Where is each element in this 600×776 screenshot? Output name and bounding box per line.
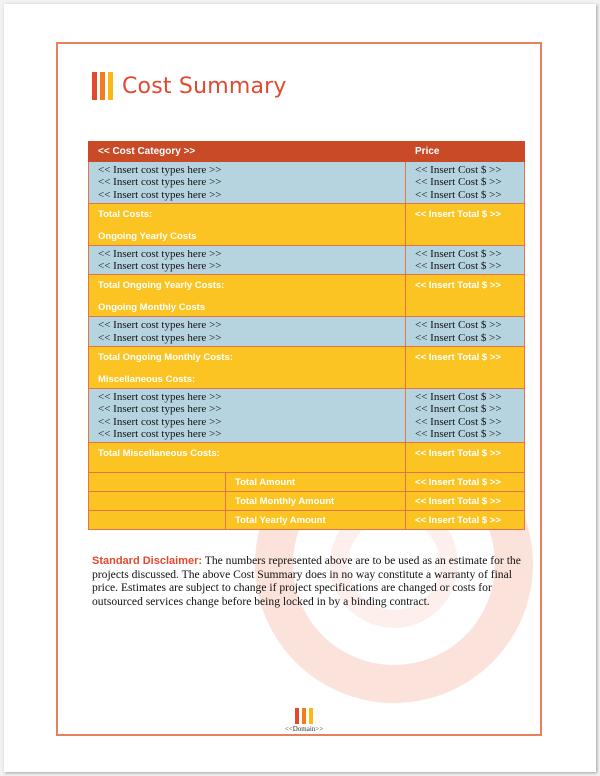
cost-prices: << Insert Cost $ >> << Insert Cost $ >> << Insert Cost $ >> << Insert Cost $ >> [406,389,525,443]
total-value: << Insert Total $ >> [406,511,525,530]
footer-logo-icon [274,708,334,724]
subtotal-value: << Insert Total $ >> [406,347,525,389]
total-value: << Insert Total $ >> [406,473,525,492]
total-row [89,492,525,511]
total-value: << Insert Total $ >> [406,492,525,511]
subtotal-value: << Insert Total $ >> [406,275,525,317]
section-heading: Ongoing Yearly Costs [98,230,197,242]
disclaimer-text: The numbers represented above are to be used as an estimate for the projects discussed. The above Cost Summary does in no way constitute a warranty of final price. Estimates are subject to change if project specifications are changed or costs for outsourced services change before being locked in by a binding contract. [92,554,521,608]
cost-items: << Insert cost types here >> << Insert cost types here >> [89,245,406,275]
subtotal-value: << Insert Total $ >> [406,203,525,245]
total-label: Total Amount [226,473,406,492]
section-heading: Miscellaneous Costs: [98,374,196,386]
footer [274,708,334,733]
disclaimer [92,554,524,608]
total-label: Total Yearly Amount [226,511,406,530]
total-label: Total Monthly Amount [226,492,406,511]
table-row [89,389,525,443]
cost-prices: << Insert Cost $ >> << Insert Cost $ >> [406,317,525,347]
total-row [89,473,525,492]
header-category: << Cost Category >> [89,142,406,162]
subtotal-label: Total Costs: [98,208,153,220]
subtotal-label: Total Ongoing Yearly Costs: [98,280,225,292]
table-header [89,142,525,162]
cost-items: << Insert cost types here >> << Insert cost types here >> << Insert cost types here >> << Insert cost types here >> [89,389,406,443]
footer-domain: <<Domain>> [284,725,324,733]
subtotal-row [89,275,525,317]
cost-items: << Insert cost types here >> << Insert cost types here >> << Insert cost types here >> [89,162,406,204]
section-heading: Ongoing Monthly Costs [98,302,206,314]
page-title: Cost Summary [122,73,287,99]
disclaimer-label: Standard Disclaimer: [92,555,203,567]
subtotal-label: Total Ongoing Monthly Costs: [98,352,233,364]
cost-prices: << Insert Cost $ >> << Insert Cost $ >> [406,245,525,275]
subtotal-row [89,203,525,245]
subtotal-row [89,347,525,389]
subtotal-value: << Insert Total $ >> [406,443,525,473]
cost-prices: << Insert Cost $ >> << Insert Cost $ >> << Insert Cost $ >> [406,162,525,204]
logo-bars-icon [92,72,113,100]
table-row [89,162,525,204]
title-block [92,72,287,100]
cost-table [88,141,525,530]
table-row [89,317,525,347]
table-row [89,245,525,275]
document-page [4,4,596,772]
header-price: Price [406,142,525,162]
total-row [89,511,525,530]
subtotal-row [89,443,525,473]
cost-items: << Insert cost types here >> << Insert cost types here >> [89,317,406,347]
subtotal-label: Total Miscellaneous Costs: [89,443,406,473]
